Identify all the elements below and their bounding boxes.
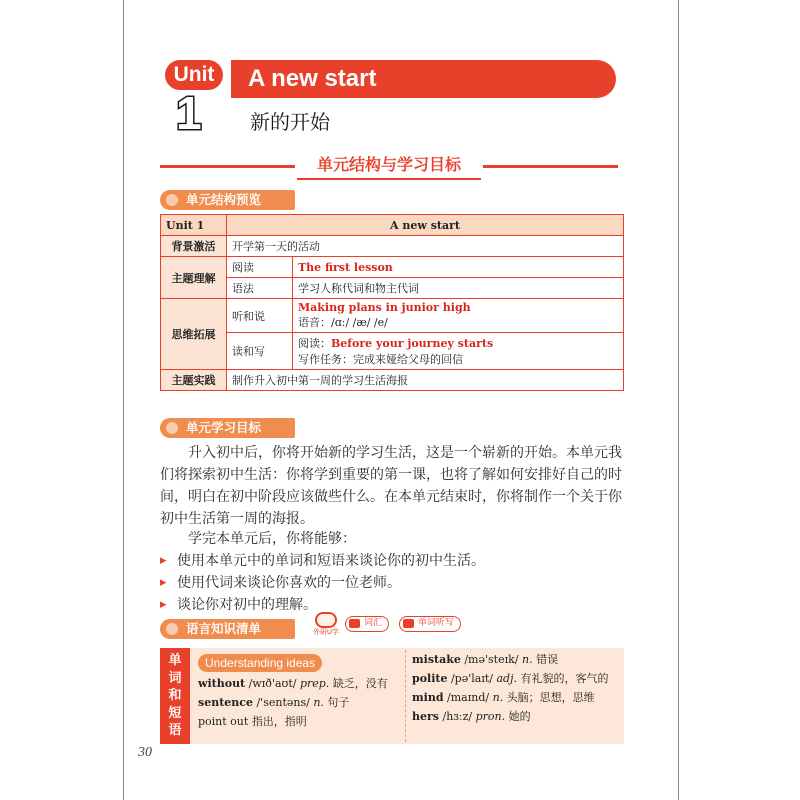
row-sublabel: 读和写 <box>227 333 293 370</box>
vocab-word: hers <box>412 710 439 723</box>
vocab-meaning: 错误 <box>536 653 559 666</box>
row-value <box>293 299 624 333</box>
list-item: ▸ 使用代词来谈论你喜欢的一位老师。 <box>160 572 624 594</box>
page-number: 30 <box>138 745 152 760</box>
reading-title: Before your journey starts <box>331 337 494 350</box>
vocab-phonetic: /mə'steɪk/ <box>464 653 519 666</box>
table-row <box>161 278 624 299</box>
vocab-word: mind <box>412 691 444 704</box>
row-label: 背景激活 <box>161 236 227 257</box>
vocab-meaning: 她的 <box>508 710 531 723</box>
list-item: ▸ 使用本单元中的单词和短语来谈论你的初中生活。 <box>160 550 624 572</box>
vocab-pos: n. <box>521 653 533 666</box>
phonics-value: 语音：/ɑː/ /æ/ /e/ <box>298 316 388 329</box>
vocab-word: polite <box>412 672 448 685</box>
table-header-unit: Unit 1 <box>161 215 227 236</box>
vocab-phonetic: /hɜːz/ <box>442 710 473 723</box>
vocab-word: without <box>198 677 246 690</box>
vocab-button[interactable]: 词汇 <box>345 616 389 632</box>
goals-intro: 学完本单元后，你将能够： <box>188 531 356 547</box>
table-row <box>161 299 624 333</box>
vocab-meaning: 有礼貌的，客气的 <box>520 672 609 685</box>
row-sublabel: 听和说 <box>227 299 293 333</box>
row-sublabel: 阅读 <box>227 257 293 278</box>
understanding-ideas-pill: Understanding ideas <box>198 654 322 672</box>
vocab-meaning: 指出，指明 <box>251 715 307 728</box>
list-item <box>198 712 403 731</box>
vocab-column-right <box>412 650 622 726</box>
vocab-word: mistake <box>412 653 461 666</box>
table-row <box>161 333 624 370</box>
row-label: 主题实践 <box>161 370 227 391</box>
row-sublabel: 语法 <box>227 278 293 299</box>
side-char: 短 <box>168 705 182 721</box>
vocab-side-label <box>160 648 190 744</box>
vocab-pos: pron. <box>475 710 506 723</box>
list-item <box>198 674 403 693</box>
app-caption: 外研U学 <box>312 628 340 636</box>
tab-structure-preview: 单元结构预览 <box>160 190 295 210</box>
list-item <box>412 650 622 669</box>
vocab-phonetic: /wɪð'aʊt/ <box>248 677 297 690</box>
vocab-pos: prep. <box>299 677 330 690</box>
table-row <box>161 215 624 236</box>
vocab-word: sentence <box>198 696 253 709</box>
app-icon[interactable] <box>312 612 340 636</box>
table-header-title: A new start <box>227 215 624 236</box>
tab-learning-goals: 单元学习目标 <box>160 418 295 438</box>
unit-number: 1 <box>176 87 202 139</box>
vocab-phonetic: /maɪnd/ <box>447 691 490 704</box>
row-value: 学习人称代词和物主代词 <box>293 278 624 299</box>
goals-list <box>160 550 624 616</box>
list-item <box>412 688 622 707</box>
dictation-button[interactable]: 单词听写 <box>399 616 461 632</box>
row-value: 制作升入初中第一周的学习生活海报 <box>227 370 624 391</box>
vocab-pos: n. <box>313 696 324 709</box>
row-value <box>293 333 624 370</box>
vocab-pos: n. <box>492 691 504 704</box>
vocab-phonetic: /pə'laɪt/ <box>450 672 493 685</box>
listening-title: Making plans in junior high <box>298 301 471 314</box>
unit-subtitle: 新的开始 <box>250 110 330 134</box>
reading-line <box>298 335 618 351</box>
list-item <box>198 693 403 712</box>
table-row <box>161 370 624 391</box>
goals-paragraph: 升入初中后，你将开始新的学习生活，这是一个崭新的开始。本单元我们将探索初中生活：你将学到重要的第一课，也将了解如何安排好自己的时间，明白在初中阶段应该做些什么。在本单元结束时，你将制作一个关于你初中生活第一周的海报。 <box>160 445 622 527</box>
vocab-phonetic: /'sentəns/ <box>256 696 310 709</box>
table-row <box>161 257 624 278</box>
vocab-word: point out <box>198 715 249 728</box>
writing-task: 写作任务：完成来娅给父母的回信 <box>298 353 463 366</box>
vocab-column-left <box>198 674 403 731</box>
vocab-divider <box>405 650 406 742</box>
side-char: 语 <box>168 723 182 738</box>
row-label: 主题理解 <box>161 257 227 299</box>
unit-badge: Unit <box>165 60 223 90</box>
section-rule-right <box>483 165 618 168</box>
side-char: 和 <box>168 688 182 703</box>
unit-title: A new start <box>248 65 377 92</box>
section-heading: 单元结构与学习目标 <box>297 152 481 180</box>
vocab-meaning: 句子 <box>327 696 350 709</box>
table-row <box>161 236 624 257</box>
tab-language-knowledge: 语言知识清单 <box>160 619 295 639</box>
side-char: 单 <box>168 653 182 668</box>
row-value: The first lesson <box>293 257 624 278</box>
section-rule-left <box>160 165 295 168</box>
list-item <box>412 669 622 688</box>
vocab-meaning: 缺乏，没有 <box>332 677 388 690</box>
row-value: 开学第一天的活动 <box>227 236 624 257</box>
mascot-icon <box>315 612 337 628</box>
structure-table <box>160 214 624 391</box>
vocab-meaning: 头脑；思想，思维 <box>506 691 595 704</box>
vocab-pos: adj. <box>496 672 517 685</box>
reading-prefix: 阅读： <box>298 337 331 350</box>
list-item: ▸ 谈论你对初中的理解。 <box>160 594 624 616</box>
list-item <box>412 707 622 726</box>
row-label: 思维拓展 <box>161 299 227 370</box>
side-char: 词 <box>168 670 182 686</box>
